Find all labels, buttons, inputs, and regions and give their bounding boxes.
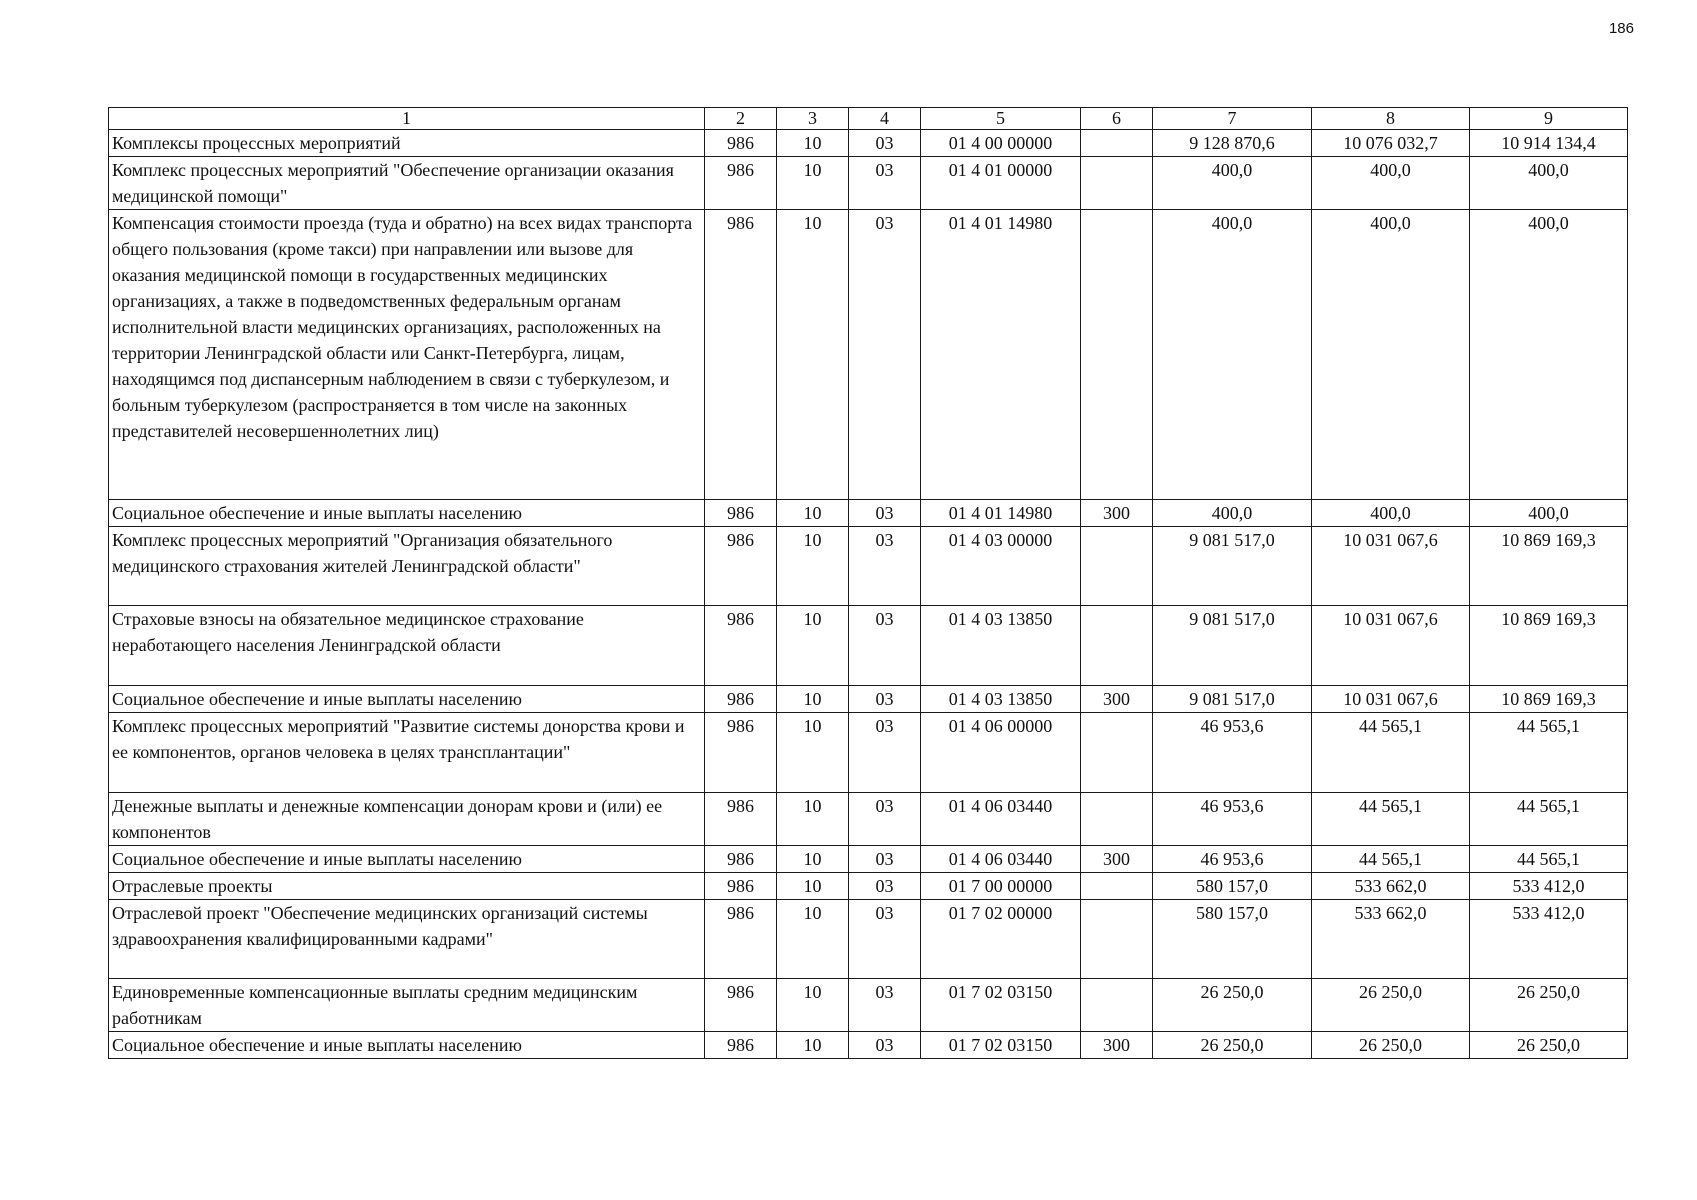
amount-col9-cell: 400,0 bbox=[1470, 210, 1628, 500]
target-article-cell: 01 7 02 00000 bbox=[921, 900, 1081, 979]
target-article-cell: 01 4 03 00000 bbox=[921, 527, 1081, 606]
target-article-cell: 01 4 03 13850 bbox=[921, 686, 1081, 713]
header-cell: 7 bbox=[1153, 108, 1312, 130]
row-name-cell: Страховые взносы на обязательное медицинское страхование неработающего населения Ленинградской области bbox=[109, 606, 705, 686]
expense-type-cell bbox=[1081, 900, 1153, 979]
table-row bbox=[109, 157, 1628, 210]
table-row bbox=[109, 793, 1628, 846]
section-code-cell: 10 bbox=[777, 900, 849, 979]
expense-type-cell bbox=[1081, 793, 1153, 846]
subsection-code-cell: 03 bbox=[849, 979, 921, 1032]
target-article-cell: 01 7 02 03150 bbox=[921, 979, 1081, 1032]
admin-code-cell: 986 bbox=[705, 979, 777, 1032]
subsection-code-cell: 03 bbox=[849, 713, 921, 793]
section-code-cell: 10 bbox=[777, 793, 849, 846]
amount-col8-cell: 26 250,0 bbox=[1312, 1032, 1470, 1059]
section-code-cell: 10 bbox=[777, 979, 849, 1032]
amount-col9-cell: 533 412,0 bbox=[1470, 873, 1628, 900]
amount-col9-cell: 10 869 169,3 bbox=[1470, 686, 1628, 713]
header-cell: 9 bbox=[1470, 108, 1628, 130]
target-article-cell: 01 7 00 00000 bbox=[921, 873, 1081, 900]
row-name-cell: Социальное обеспечение и иные выплаты населению bbox=[109, 1032, 705, 1059]
section-code-cell: 10 bbox=[777, 500, 849, 527]
subsection-code-cell: 03 bbox=[849, 1032, 921, 1059]
amount-col8-cell: 10 031 067,6 bbox=[1312, 606, 1470, 686]
amount-col8-cell: 44 565,1 bbox=[1312, 846, 1470, 873]
amount-col8-cell: 400,0 bbox=[1312, 157, 1470, 210]
amount-col7-cell: 400,0 bbox=[1153, 157, 1312, 210]
expense-type-cell bbox=[1081, 157, 1153, 210]
admin-code-cell: 986 bbox=[705, 606, 777, 686]
row-name-cell: Комплексы процессных мероприятий bbox=[109, 130, 705, 157]
subsection-code-cell: 03 bbox=[849, 527, 921, 606]
amount-col8-cell: 400,0 bbox=[1312, 210, 1470, 500]
amount-col7-cell: 46 953,6 bbox=[1153, 846, 1312, 873]
amount-col7-cell: 580 157,0 bbox=[1153, 873, 1312, 900]
amount-col7-cell: 26 250,0 bbox=[1153, 1032, 1312, 1059]
amount-col9-cell: 44 565,1 bbox=[1470, 793, 1628, 846]
admin-code-cell: 986 bbox=[705, 793, 777, 846]
subsection-code-cell: 03 bbox=[849, 793, 921, 846]
subsection-code-cell: 03 bbox=[849, 900, 921, 979]
table-row bbox=[109, 846, 1628, 873]
row-name-cell: Отраслевой проект "Обеспечение медицинских организаций системы здравоохранения квалифицированными кадрами" bbox=[109, 900, 705, 979]
table-row bbox=[109, 500, 1628, 527]
row-name-cell: Комплекс процессных мероприятий "Организация обязательного медицинского страхования жителей Ленинградской области" bbox=[109, 527, 705, 606]
section-code-cell: 10 bbox=[777, 157, 849, 210]
table-row bbox=[109, 210, 1628, 500]
amount-col8-cell: 44 565,1 bbox=[1312, 793, 1470, 846]
expense-type-cell: 300 bbox=[1081, 500, 1153, 527]
table-body bbox=[109, 108, 1628, 1059]
amount-col8-cell: 10 031 067,6 bbox=[1312, 686, 1470, 713]
subsection-code-cell: 03 bbox=[849, 157, 921, 210]
amount-col9-cell: 26 250,0 bbox=[1470, 979, 1628, 1032]
page-number: 186 bbox=[1608, 20, 1634, 37]
table-row bbox=[109, 130, 1628, 157]
target-article-cell: 01 7 02 03150 bbox=[921, 1032, 1081, 1059]
row-name-cell: Комплекс процессных мероприятий "Развитие системы донорства крови и ее компонентов, органов человека в целях трансплантации" bbox=[109, 713, 705, 793]
expense-type-cell bbox=[1081, 210, 1153, 500]
subsection-code-cell: 03 bbox=[849, 846, 921, 873]
table-row bbox=[109, 900, 1628, 979]
table-row bbox=[109, 527, 1628, 606]
expense-type-cell bbox=[1081, 130, 1153, 157]
amount-col9-cell: 10 869 169,3 bbox=[1470, 606, 1628, 686]
admin-code-cell: 986 bbox=[705, 846, 777, 873]
amount-col9-cell: 400,0 bbox=[1470, 157, 1628, 210]
section-code-cell: 10 bbox=[777, 210, 849, 500]
table-row bbox=[109, 979, 1628, 1032]
section-code-cell: 10 bbox=[777, 713, 849, 793]
target-article-cell: 01 4 01 14980 bbox=[921, 500, 1081, 527]
expense-type-cell bbox=[1081, 979, 1153, 1032]
target-article-cell: 01 4 00 00000 bbox=[921, 130, 1081, 157]
amount-col8-cell: 10 076 032,7 bbox=[1312, 130, 1470, 157]
amount-col7-cell: 9 128 870,6 bbox=[1153, 130, 1312, 157]
admin-code-cell: 986 bbox=[705, 686, 777, 713]
target-article-cell: 01 4 03 13850 bbox=[921, 606, 1081, 686]
amount-col8-cell: 533 662,0 bbox=[1312, 900, 1470, 979]
expense-type-cell bbox=[1081, 527, 1153, 606]
header-cell: 2 bbox=[705, 108, 777, 130]
row-name-cell: Комплекс процессных мероприятий "Обеспечение организации оказания медицинской помощи" bbox=[109, 157, 705, 210]
header-cell: 3 bbox=[777, 108, 849, 130]
amount-col9-cell: 44 565,1 bbox=[1470, 846, 1628, 873]
amount-col7-cell: 46 953,6 bbox=[1153, 713, 1312, 793]
section-code-cell: 10 bbox=[777, 686, 849, 713]
section-code-cell: 10 bbox=[777, 1032, 849, 1059]
header-cell: 5 bbox=[921, 108, 1081, 130]
amount-col7-cell: 9 081 517,0 bbox=[1153, 686, 1312, 713]
target-article-cell: 01 4 01 14980 bbox=[921, 210, 1081, 500]
table-row bbox=[109, 713, 1628, 793]
target-article-cell: 01 4 06 03440 bbox=[921, 846, 1081, 873]
column-number-header bbox=[109, 108, 1628, 130]
amount-col8-cell: 533 662,0 bbox=[1312, 873, 1470, 900]
admin-code-cell: 986 bbox=[705, 157, 777, 210]
amount-col9-cell: 10 869 169,3 bbox=[1470, 527, 1628, 606]
row-name-cell: Социальное обеспечение и иные выплаты населению bbox=[109, 686, 705, 713]
section-code-cell: 10 bbox=[777, 606, 849, 686]
table-row bbox=[109, 873, 1628, 900]
amount-col7-cell: 46 953,6 bbox=[1153, 793, 1312, 846]
amount-col9-cell: 400,0 bbox=[1470, 500, 1628, 527]
row-name-cell: Отраслевые проекты bbox=[109, 873, 705, 900]
table-row bbox=[109, 686, 1628, 713]
amount-col7-cell: 400,0 bbox=[1153, 210, 1312, 500]
expense-type-cell: 300 bbox=[1081, 846, 1153, 873]
expense-type-cell bbox=[1081, 606, 1153, 686]
amount-col7-cell: 9 081 517,0 bbox=[1153, 606, 1312, 686]
subsection-code-cell: 03 bbox=[849, 500, 921, 527]
admin-code-cell: 986 bbox=[705, 500, 777, 527]
row-name-cell: Компенсация стоимости проезда (туда и обратно) на всех видах транспорта общего пользования (кроме такси) при направлении или вызове для оказания медицинской помощи в государственных медицинских организациях, а также в подведомственных федеральным органам исполнительной власти медицинских организациях, расположенных на территории Ленинградской области или Санкт-Петербурга, лицам, находящимся под диспансерным наблюдением в связи с туберкулезом, и больным туберкулезом (распространяется в том числе на законных представителей несовершеннолетних лиц) bbox=[109, 210, 705, 500]
admin-code-cell: 986 bbox=[705, 713, 777, 793]
target-article-cell: 01 4 06 03440 bbox=[921, 793, 1081, 846]
amount-col8-cell: 26 250,0 bbox=[1312, 979, 1470, 1032]
section-code-cell: 10 bbox=[777, 846, 849, 873]
subsection-code-cell: 03 bbox=[849, 130, 921, 157]
expense-type-cell: 300 bbox=[1081, 1032, 1153, 1059]
header-cell: 1 bbox=[109, 108, 705, 130]
subsection-code-cell: 03 bbox=[849, 873, 921, 900]
amount-col9-cell: 44 565,1 bbox=[1470, 713, 1628, 793]
section-code-cell: 10 bbox=[777, 527, 849, 606]
amount-col8-cell: 400,0 bbox=[1312, 500, 1470, 527]
amount-col9-cell: 26 250,0 bbox=[1470, 1032, 1628, 1059]
header-cell: 8 bbox=[1312, 108, 1470, 130]
admin-code-cell: 986 bbox=[705, 527, 777, 606]
amount-col8-cell: 10 031 067,6 bbox=[1312, 527, 1470, 606]
target-article-cell: 01 4 06 00000 bbox=[921, 713, 1081, 793]
expense-type-cell bbox=[1081, 713, 1153, 793]
amount-col9-cell: 533 412,0 bbox=[1470, 900, 1628, 979]
expense-type-cell bbox=[1081, 873, 1153, 900]
amount-col8-cell: 44 565,1 bbox=[1312, 713, 1470, 793]
row-name-cell: Денежные выплаты и денежные компенсации донорам крови и (или) ее компонентов bbox=[109, 793, 705, 846]
subsection-code-cell: 03 bbox=[849, 210, 921, 500]
amount-col7-cell: 580 157,0 bbox=[1153, 900, 1312, 979]
section-code-cell: 10 bbox=[777, 130, 849, 157]
amount-col7-cell: 26 250,0 bbox=[1153, 979, 1312, 1032]
admin-code-cell: 986 bbox=[705, 873, 777, 900]
header-cell: 6 bbox=[1081, 108, 1153, 130]
subsection-code-cell: 03 bbox=[849, 606, 921, 686]
admin-code-cell: 986 bbox=[705, 1032, 777, 1059]
header-cell: 4 bbox=[849, 108, 921, 130]
amount-col7-cell: 400,0 bbox=[1153, 500, 1312, 527]
table-row bbox=[109, 1032, 1628, 1059]
row-name-cell: Социальное обеспечение и иные выплаты населению bbox=[109, 846, 705, 873]
budget-table bbox=[108, 107, 1628, 1059]
admin-code-cell: 986 bbox=[705, 900, 777, 979]
expense-type-cell: 300 bbox=[1081, 686, 1153, 713]
amount-col7-cell: 9 081 517,0 bbox=[1153, 527, 1312, 606]
subsection-code-cell: 03 bbox=[849, 686, 921, 713]
row-name-cell: Социальное обеспечение и иные выплаты населению bbox=[109, 500, 705, 527]
amount-col9-cell: 10 914 134,4 bbox=[1470, 130, 1628, 157]
row-name-cell: Единовременные компенсационные выплаты средним медицинским работникам bbox=[109, 979, 705, 1032]
table-row bbox=[109, 606, 1628, 686]
section-code-cell: 10 bbox=[777, 873, 849, 900]
target-article-cell: 01 4 01 00000 bbox=[921, 157, 1081, 210]
admin-code-cell: 986 bbox=[705, 210, 777, 500]
admin-code-cell: 986 bbox=[705, 130, 777, 157]
